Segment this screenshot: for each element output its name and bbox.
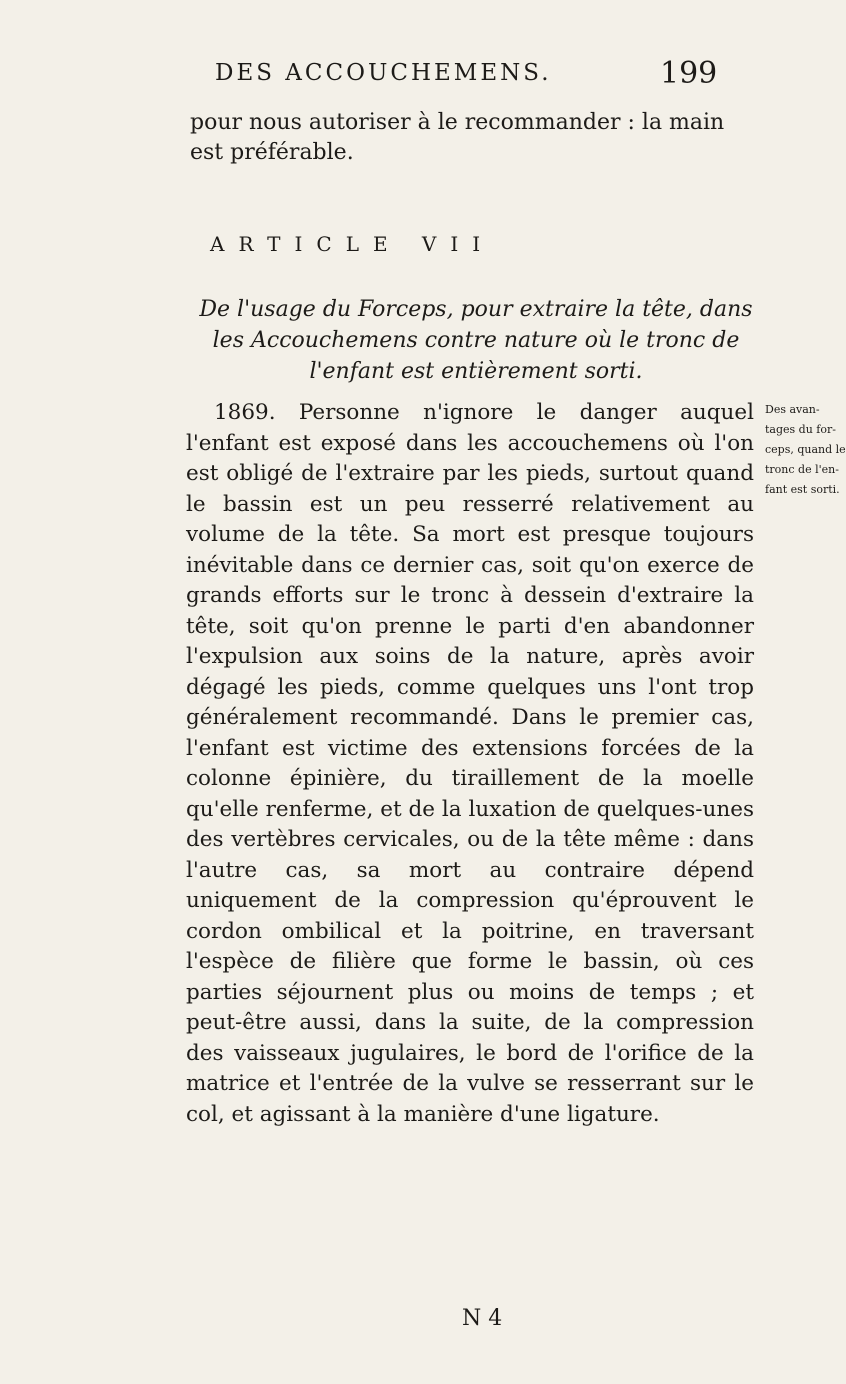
paragraph-1869: 1869. Personne n'ignore le danger auquel l'enfant est exposé dans les accouchemens où l'on est obligé de l'extraire par les pieds, surtout quand le bassin est un peu resserré relativement au volume de la tête. Sa mort est presque toujours inévitable dans ce dernier cas, soit qu'on exerce de grands efforts sur le tronc à dessein d'extraire la tête, soit qu'on prenne le parti d'en abandonner l'expulsion aux soins de la nature, après avoir dégagé les pieds, comme quelques uns l'ont trop généralement recommandé. Dans le premier cas, l'enfant est victime des extensions forcées de la colonne épinière, du tiraillement de la moelle qu'elle renferme, et de la luxation de quelques-unes des vertèbres cervicales, ou de la tête même : dans l'autre cas, sa mort au contraire dépend uniquement de la compression qu'éprouvent le cordon ombilical et la poitrine, en traversant l'espèce de filière que forme le bassin, où ces parties séjournent plus ou moins de temps ; et peut-être aussi, dans la suite, de la compression des vaisseaux jugulaires, le bord de l'orifice de la matrice et l'entrée de la vulve se resserrant sur le col, et agissant à la manière d'une ligature. xyxy=(186,400,754,1127)
margin-note-line: Des avan- xyxy=(765,403,820,416)
signature-mark: N 4 xyxy=(462,1306,503,1331)
article-heading: ARTICLE VII xyxy=(210,232,495,256)
margin-note-line: ceps, quand le xyxy=(765,443,846,456)
margin-note-line: fant est sorti. xyxy=(765,483,840,496)
running-head: DES ACCOUCHEMENS. xyxy=(215,60,552,86)
intro-text: pour nous autoriser à le recommander : la main est préférable. xyxy=(190,110,725,165)
margin-note-line: tronc de l'en- xyxy=(765,463,839,476)
body-text xyxy=(186,398,754,1130)
page-number: 199 xyxy=(660,56,718,91)
margin-note xyxy=(765,400,846,500)
section-title: De l'usage du Forceps, pour extraire la tête, dans les Accouchemens contre nature où le tronc de l'enfant est entièrement sorti. xyxy=(199,297,753,384)
margin-note-line: tages du for- xyxy=(765,423,836,436)
